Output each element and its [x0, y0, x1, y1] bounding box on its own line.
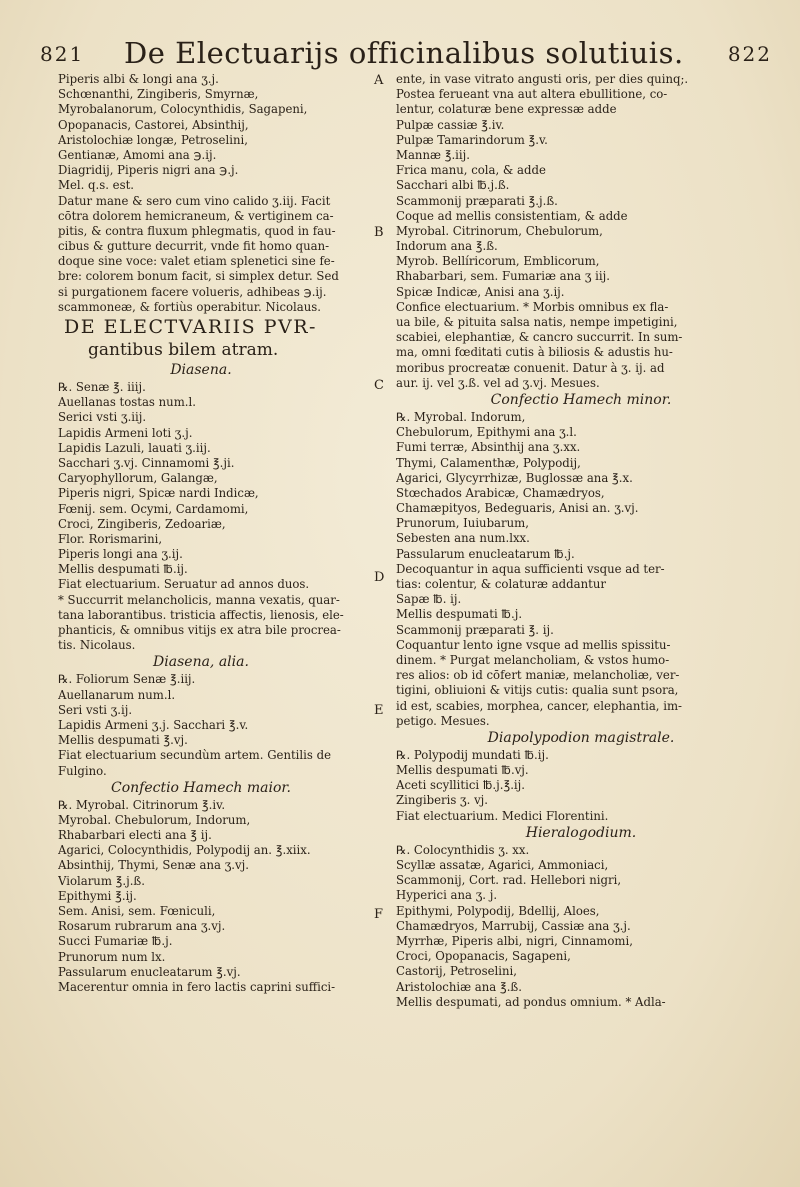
text-line: cibus & gutture decurrit, vnde fit homo quan- [58, 239, 330, 254]
text-line: ente, in vase vitrato angusti oris, per dies quinq;. [396, 72, 689, 86]
margin-letter-f: F [374, 907, 384, 922]
text-line: tis. Nicolaus. [58, 638, 136, 653]
text-line: Piperis albi & longi ana ʒ.j. [58, 72, 219, 86]
text-line: Seri vsti ʒ.ij. [58, 702, 133, 717]
right-column [396, 72, 766, 1010]
text-line: Sebesten ana num.lxx. [396, 531, 530, 546]
text-line: Myrob. Bellíricorum, Emblicorum, [396, 254, 600, 269]
text-line: Mellis despumati ℔.ij. [58, 562, 188, 577]
text-line: Auellanarum num.l. [58, 687, 176, 702]
section-heading: DE ELECTVARIIS PVR- [64, 316, 317, 338]
text-line: res alios: ob id cōfert maniæ, melancholiæ, ver- [396, 668, 680, 683]
text-line: Mellis despumati, ad pondus omnium. * Adla- [396, 994, 666, 1009]
text-line: Fiat electuarium. Seruatur ad annos duos. [58, 577, 310, 592]
margin-letter-e: E [374, 703, 384, 718]
text-line: Datur mane & sero cum vino calido ʒ.iij. Facit [58, 193, 331, 208]
text-line: Sacchari albi ℔.j.ß. [396, 178, 510, 193]
text-line: Mel. q.s. est. [58, 178, 135, 193]
text-line: Frica manu, cola, & adde [396, 163, 546, 178]
margin-letter-c: C [374, 378, 384, 393]
text-line: Succi Fumariæ ℔.j. [58, 934, 173, 949]
text-line: Rhabarbari, sem. Fumariæ ana ʒ iij. [396, 269, 610, 284]
text-line: Aristolochiæ longæ, Petroselini, [58, 132, 248, 147]
text-line: si purgationem facere volueris, adhibeas ℈.ij. [58, 284, 327, 299]
section-heading: Hieralogodium. [525, 824, 637, 841]
text-line: tigini, obliuioni & vitijs cutis: qualia sunt psora, [396, 683, 679, 698]
text-line: phanticis, & omnibus vitijs ex atra bile procrea- [58, 623, 341, 637]
text-line: Diagridij, Piperis nigri ana ℈.j. [58, 163, 239, 178]
text-line: Decoquantur in aqua sufficienti vsque ad ter- [396, 561, 665, 576]
text-line: Coque ad mellis consistentiam, & adde [396, 208, 628, 223]
text-line: Aristolochiæ ana ℥.ß. [396, 979, 522, 994]
text-line: Sem. Anisi, sem. Fœniculi, [58, 904, 216, 918]
text-line: Scammonij præparati ℥.j.ß. [396, 193, 558, 208]
text-line: Passularum enucleatarum ℥.vj. [58, 964, 241, 979]
text-line: Mellis despumati ℥.vj. [58, 733, 188, 748]
text-line: Agarici, Colocynthidis, Polypodij an. ℥.xiix. [58, 843, 311, 858]
text-line: Mannæ ℥.iij. [396, 147, 470, 162]
text-line: Myrobal. Citrinorum, Chebulorum, [396, 223, 603, 238]
section-heading: Diapolypodion magistrale. [487, 729, 675, 746]
text-line: ua bile, & pituita salsa natis, nempe impetigini, [396, 315, 678, 329]
text-line: Rosarum rubrarum ana ʒ.vj. [58, 919, 226, 934]
text-line: ℞. Colocynthidis ʒ. xx. [396, 842, 530, 857]
text-line: scammoneæ, & fortiùs operabitur. Nicolaus. [58, 299, 321, 314]
text-line: petigo. Mesues. [396, 713, 490, 728]
text-line: Fumi terræ, Absinthij ana ʒ.xx. [396, 440, 581, 455]
text-line: Violarum ℥.j.ß. [58, 873, 145, 888]
text-line: Lapidis Lazuli, lauati ʒ.iij. [58, 440, 211, 455]
text-line: Caryophyllorum, Galangæ, [58, 471, 218, 486]
text-line: Schœnanthi, Zingiberis, Smyrnæ, [58, 87, 259, 102]
text-line: Mellis despumati ℔.j. [396, 607, 523, 622]
text-line: aur. ij. vel ʒ.ß. vel ad ʒ.vj. Mesues. [396, 375, 600, 390]
text-line: ℞. Myrobal. Indorum, [396, 409, 526, 424]
text-line: Pulpæ cassiæ ℥.iv. [396, 117, 505, 132]
text-line: Hyperici ana ʒ. j. [396, 888, 498, 903]
text-line: Absinthij, Thymi, Senæ ana ʒ.vj. [58, 858, 249, 873]
text-line: Fiat electuarium secundùm artem. Gentilis de [58, 748, 331, 763]
text-line: Macerentur omnia in fero lactis caprini suffici- [58, 979, 336, 994]
text-line: tias: colentur, & colaturæ addantur [396, 577, 606, 591]
text-line: Agarici, Glycyrrhizæ, Buglossæ ana ℥.x. [396, 470, 633, 485]
text-line: * Succurrit melancholicis, manna vexatis, quar- [58, 592, 340, 607]
text-line: ℞. Polypodij mundati ℔.ij. [396, 747, 549, 762]
page-number-left: 821 [40, 42, 85, 66]
text-line: Stœchados Arabicæ, Chamædryos, [396, 485, 605, 500]
text-line: Flor. Rorismarini, [58, 531, 163, 546]
text-line: Serici vsti ʒ.iij. [58, 410, 147, 425]
text-line: Zingiberis ʒ. vj. [396, 793, 489, 808]
text-line: Prunorum num lx. [58, 949, 166, 964]
text-line: Lapidis Armeni ʒ.j. Sacchari ℥.v. [58, 717, 249, 732]
text-line: Gentianæ, Amomi ana ℈.ij. [58, 147, 217, 162]
text-line: id est, scabies, morphea, cancer, elephantia, im- [396, 698, 682, 713]
text-line: moribus procreatæ conuenit. Datur à ʒ. ij. ad [396, 360, 665, 375]
text-line: Thymi, Calamenthæ, Polypodij, [396, 455, 581, 470]
section-heading: Confectio Hamech maior. [110, 779, 291, 796]
section-heading: Confectio Hamech minor. [490, 391, 672, 408]
text-line: Postea ferueant vna aut altera ebullitione, co- [396, 87, 668, 102]
text-line: Scyllæ assatæ, Agarici, Ammoniaci, [396, 858, 609, 872]
text-line: Scammonij præparati ℥. ij. [396, 622, 554, 637]
text-line: Spicæ Indicæ, Anisi ana ʒ.ij. [396, 284, 565, 299]
text-line: Passularum enucleatarum ℔.j. [396, 546, 575, 561]
section-heading: Diasena, alia. [153, 654, 249, 671]
text-line: ℞. Foliorum Senæ ℥.iij. [58, 672, 196, 687]
text-line: Scammonij, Cort. rad. Hellebori nigri, [396, 873, 622, 888]
text-line: Epithymi ℥.ij. [58, 888, 137, 903]
text-line: Pulpæ Tamarindorum ℥.v. [396, 132, 548, 147]
text-line: Coquantur lento igne vsque ad mellis spissitu- [396, 637, 671, 652]
text-line: Myrobal. Chebulorum, Indorum, [58, 812, 251, 827]
text-line: Castorij, Petroselini, [396, 964, 517, 979]
running-header [40, 36, 772, 76]
left-column [58, 72, 374, 995]
text-line: Opopanacis, Castorei, Absinthij, [58, 117, 249, 132]
running-title: De Electuarijs officinalibus solutiuis. [124, 36, 684, 70]
section-heading: Diasena. [170, 362, 232, 378]
text-line: Fœnij. sem. Ocymi, Cardamomi, [58, 501, 249, 516]
text-line: Rhabarbari electi ana ℥ ij. [58, 828, 212, 843]
text-line: bre: colorem bonum facit, si simplex detur. Sed [58, 269, 339, 284]
text-line: Sapæ ℔. ij. [396, 592, 462, 607]
text-line: ma, omni fœditati cutis à biliosis & adustis hu- [396, 345, 673, 360]
text-line: Myrrhæ, Piperis albi, nigri, Cinnamomi, [396, 933, 633, 948]
text-line: Myrobalanorum, Colocynthidis, Sagapeni, [58, 102, 308, 117]
text-line: Chamædryos, Marrubij, Cassiæ ana ʒ.j. [396, 918, 631, 933]
section-heading: gantibus bilem atram. [88, 340, 279, 360]
text-line: pitis, & contra fluxum phlegmatis, quod in fau- [58, 223, 336, 238]
margin-letter-b: B [374, 225, 384, 240]
text-line: lentur, colaturæ bene expressæ adde [396, 102, 617, 117]
text-line: Auellanas tostas num.l. [58, 395, 196, 410]
margin-letter-d: D [374, 570, 385, 585]
text-line: ℞. Senæ ℥. iiij. [58, 380, 146, 394]
text-line: doque sine voce: valet etiam splenetici sine fe- [58, 254, 335, 269]
text-line: scabiei, elephantiæ, & cancro succurrit. In sum- [396, 330, 683, 345]
text-line: Indorum ana ℥.ß. [396, 239, 498, 254]
text-line: Lapidis Armeni loti ʒ.j. [58, 425, 193, 440]
text-line: tana laborantibus. tristicia affectis, lienosis, ele- [58, 607, 344, 622]
text-line: Aceti scyllitici ℔.j.℥.ij. [396, 778, 526, 793]
page-number-right: 822 [727, 42, 772, 66]
text-line: Sacchari ʒ.vj. Cinnamomi ℥.ji. [58, 455, 235, 470]
text-line: Piperis nigri, Spicæ nardi Indicæ, [58, 486, 259, 501]
text-line: Chamæpityos, Bedeguaris, Anisi an. ʒ.vj. [396, 501, 639, 516]
text-line: Chebulorum, Epithymi ana ʒ.l. [396, 425, 577, 440]
text-line: Piperis longi ana ʒ.ij. [58, 547, 183, 562]
text-line: Fulgino. [58, 763, 107, 778]
text-line: ℞. Myrobal. Citrinorum ℥.iv. [58, 797, 226, 812]
text-line: cōtra dolorem hemicraneum, & vertiginem ca- [58, 208, 334, 223]
text-line: Fiat electuarium. Medici Florentini. [396, 808, 609, 823]
text-line: Epithymi, Polypodij, Bdellij, Aloes, [396, 903, 600, 918]
text-line: Mellis despumati ℔.vj. [396, 763, 529, 778]
text-line: Croci, Opopanacis, Sagapeni, [396, 949, 571, 964]
text-line: Prunorum, Iuiubarum, [396, 516, 529, 531]
text-line: Confice electuarium. * Morbis omnibus ex fla- [396, 299, 669, 314]
margin-letter-a: A [374, 73, 384, 88]
text-line: dinem. * Purgat melancholiam, & vstos humo- [396, 652, 670, 667]
text-line: Croci, Zingiberis, Zedoariæ, [58, 516, 226, 531]
